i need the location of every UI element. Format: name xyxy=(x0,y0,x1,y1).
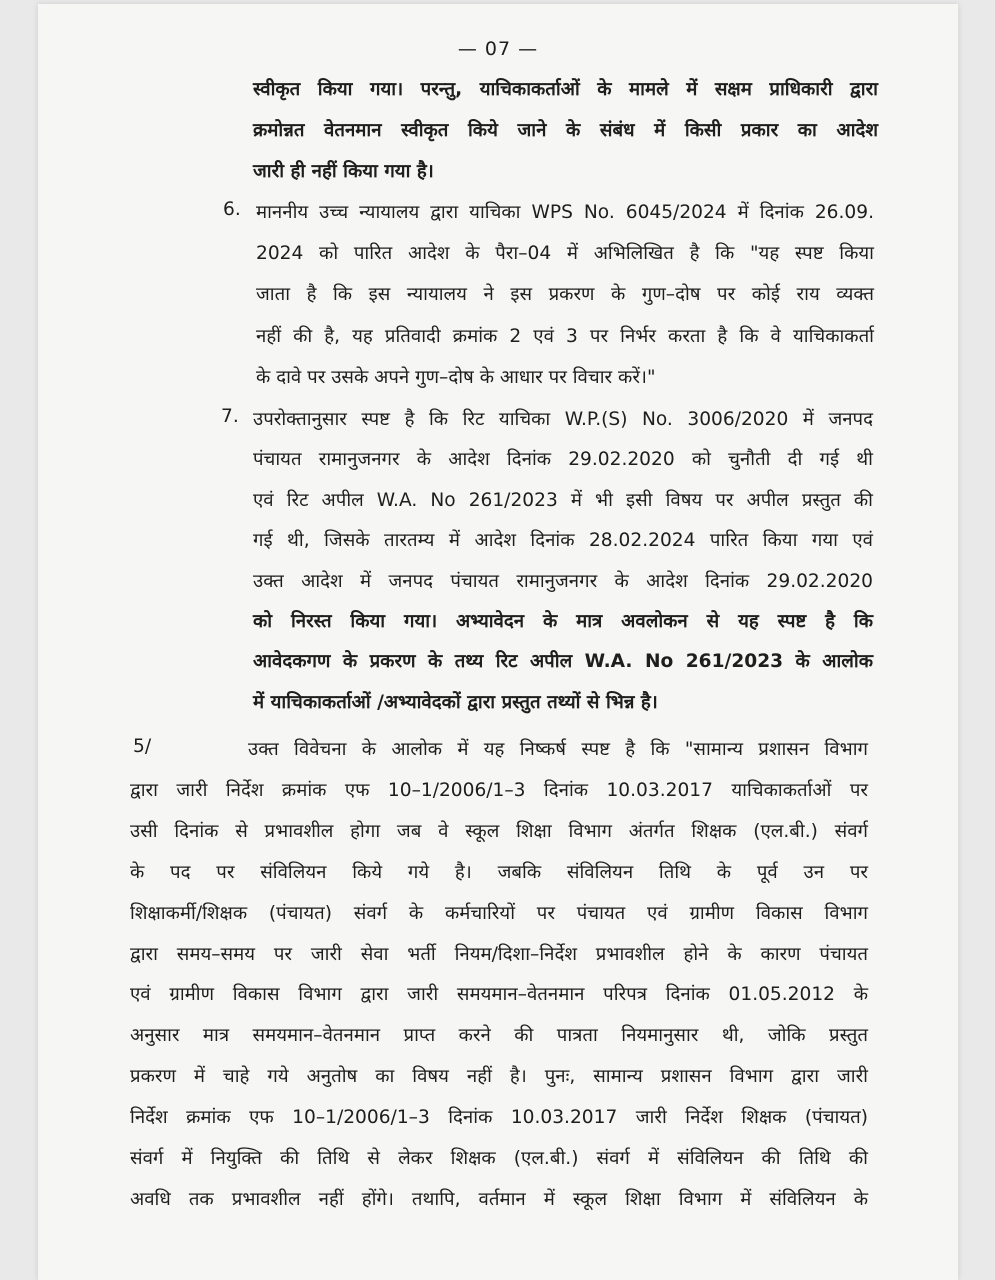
text-line: के पद पर संविलियन किये गये है। जबकि संविलियन तिथि के पूर्व उन पर xyxy=(130,861,868,883)
text-line: नहीं की है, यह प्रतिवादी क्रमांक 2 एवं 3 पर निर्भर करता है कि वे याचिकाकर्ता xyxy=(256,325,874,347)
text-line: में याचिकाकर्ताओं /अभ्यावेदकों द्वारा प्रस्तुत तथ्यों से भिन्न है। xyxy=(253,691,658,713)
text-line: अवधि तक प्रभावशील नहीं होंगे। तथापि, वर्तमान में स्कूल शिक्षा विभाग में संविलियन के xyxy=(130,1188,868,1210)
paragraph-number: 5/ xyxy=(133,736,152,757)
text-line: माननीय उच्च न्यायालय द्वारा याचिका WPS No. 6045/2024 में दिनांक 26.09. xyxy=(256,202,874,223)
text-line: उसी दिनांक से प्रभावशील होगा जब वे स्कूल शिक्षा विभाग अंतर्गत शिक्षक (एल.बी.) संवर्ग xyxy=(130,820,868,842)
text-line: उपरोक्तानुसार स्पष्ट है कि रिट याचिका W.P.(S) No. 3006/2020 में जनपद xyxy=(253,409,873,430)
text-line: 2024 को पारित आदेश के पैरा–04 में अभिलिखित है कि "यह स्पष्ट किया xyxy=(256,243,874,265)
text-line: एवं ग्रामीण विकास विभाग द्वारा जारी समयमान–वेतनमान परिपत्र दिनांक 01.05.2012 के xyxy=(130,984,868,1006)
text-line: स्वीकृत किया गया। परन्तु, याचिकाकर्ताओं के मामले में सक्षम प्राधिकारी द्वारा xyxy=(253,79,878,100)
text-line: गई थी, जिसके तारतम्य में आदेश दिनांक 28.02.2024 पारित किया गया एवं xyxy=(253,530,873,552)
text-line: क्रमोन्नत वेतनमान स्वीकृत किये जाने के संबंध में किसी प्रकार का आदेश xyxy=(253,119,878,141)
text-line: प्रकरण में चाहे गये अनुतोष का विषय नहीं है। पुनः, सामान्य प्रशासन विभाग द्वारा जारी xyxy=(130,1066,868,1088)
text-line: को निरस्त किया गया। अभ्यावेदन के मात्र अवलोकन से यह स्पष्ट है कि xyxy=(253,611,873,632)
text-line: संवर्ग में नियुक्ति की तिथि से लेकर शिक्षक (एल.बी.) संवर्ग में संविलियन की तिथि की xyxy=(130,1148,868,1169)
text-line: उक्त विवेचना के आलोक में यह निष्कर्ष स्पष्ट है कि "सामान्य प्रशासन विभाग xyxy=(248,739,868,760)
text-line: पंचायत रामानुजनगर के आदेश दिनांक 29.02.2020 को चुनौती दी गई थी xyxy=(253,449,873,471)
text-line: निर्देश क्रमांक एफ 10–1/2006/1–3 दिनांक 10.03.2017 जारी निर्देश शिक्षक (पंचायत) xyxy=(130,1107,868,1129)
page-number: — 07 — xyxy=(457,38,539,60)
text-line: द्वारा समय–समय पर जारी सेवा भर्ती नियम/दिशा–निर्देश प्रभावशील होने के कारण पंचायत xyxy=(130,943,868,965)
text-line: आवेदकगण के प्रकरण के तथ्य रिट अपील W.A. No 261/2023 के आलोक xyxy=(253,651,873,673)
text-line: अनुसार मात्र समयमान–वेतनमान प्राप्त करने की पात्रता नियमानुसार थी, जोकि प्रस्तुत xyxy=(130,1025,868,1047)
text-line: द्वारा जारी निर्देश क्रमांक एफ 10–1/2006/1–3 दिनांक 10.03.2017 याचिकाकर्ताओं पर xyxy=(130,779,868,801)
text-line: जाता है कि इस न्यायालय ने इस प्रकरण के गुण–दोष पर कोई राय व्यक्त xyxy=(256,284,874,306)
text-line: के दावे पर उसके अपने गुण–दोष के आधार पर विचार करें।" xyxy=(256,366,656,388)
text-line: एवं रिट अपील W.A. No 261/2023 में भी इसी विषय पर अपील प्रस्तुत की xyxy=(253,489,873,511)
paragraph-number: 6. xyxy=(223,199,241,220)
text-line: उक्त आदेश में जनपद पंचायत रामानुजनगर के आदेश दिनांक 29.02.2020 xyxy=(253,570,873,592)
text-line: शिक्षाकर्मी/शिक्षक (पंचायत) संवर्ग के कर्मचारियों पर पंचायत एवं ग्रामीण विकास विभाग xyxy=(130,902,868,924)
paragraph-number: 7. xyxy=(221,406,239,427)
text-line: जारी ही नहीं किया गया है। xyxy=(253,160,434,182)
document-page xyxy=(38,4,958,1280)
